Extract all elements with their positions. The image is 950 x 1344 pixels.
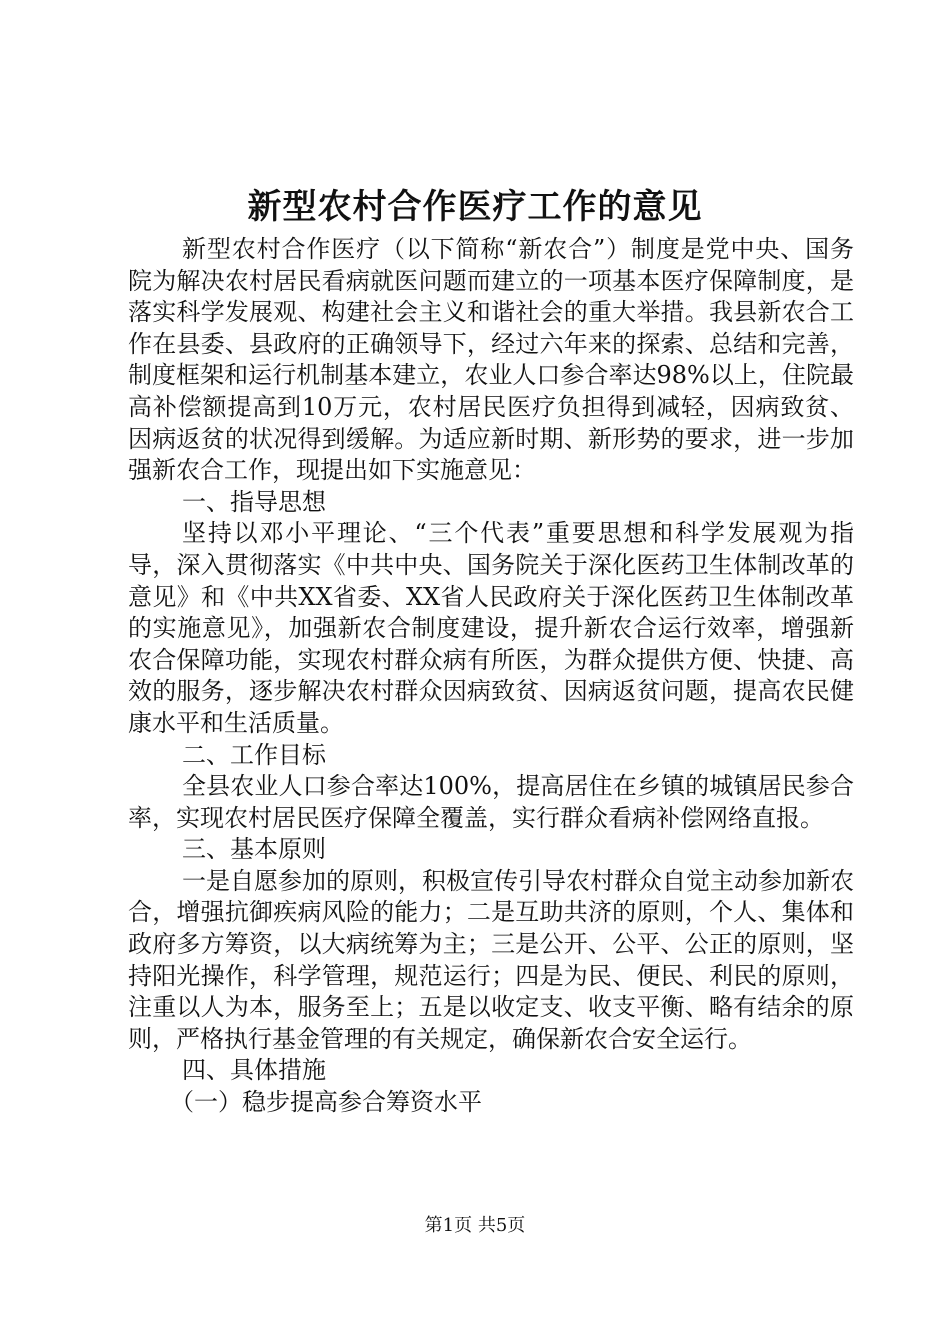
section-heading-work-goals: 二、工作目标 [182,740,326,769]
page-number-footer: 第1页 共5页 [424,1215,526,1236]
intro-paragraph: 新型农村合作医疗（以下简称“新农合”）制度是党中央、国务院为解决农村居民看病就医问题而建立的一项基本医疗保障制度，是落实科学发展观、构建社会主义和谐社会的重大举措。我县新农合工作在县委、县政府的正确领导下，经过六年来的探索、总结和完善，制度框架和运行机制基本建立，农业人口参合率达98%以上，住院最高补偿额提高到10万元，农村居民医疗负担得到减轻，因病致贫、因病返贫的状况得到缓解。为适应新时期、新形势的要求，进一步加强新农合工作，现提出如下实施意见： [128,235,854,485]
basic-principles-paragraph: 一是自愿参加的原则，积极宣传引导农村群众自觉主动参加新农合，增强抗御疾病风险的能力；二是互助共济的原则，个人、集体和政府多方筹资，以大病统筹为主；三是公开、公平、公正的原则，坚持阳光操作，科学管理，规范运行；四是为民、便民、利民的原则，注重以人为本，服务至上；五是以收定支、收支平衡、略有结余的原则，严格执行基金管理的有关规定，确保新农合安全运行。 [128,866,854,1053]
subsection-heading-funding-level: （一）稳步提高参合筹资水平 [170,1088,482,1117]
section-heading-guiding-ideology: 一、指导思想 [182,487,326,516]
document-body [128,234,854,1119]
section-heading-specific-measures: 四、具体措施 [182,1056,326,1085]
section-heading-basic-principles: 三、基本原则 [182,835,326,864]
work-goals-paragraph: 全县农业人口参合率达100%，提高居住在乡镇的城镇居民参合率，实现农村居民医疗保障全覆盖，实行群众看病补偿网络直报。 [128,772,854,832]
document-title: 新型农村合作医疗工作的意见 [247,187,703,227]
guiding-ideology-paragraph: 坚持以邓小平理论、“三个代表”重要思想和科学发展观为指导，深入贯彻落实《中共中央、国务院关于深化医药卫生体制改革的意见》和《中共XX省委、XX省人民政府关于深化医药卫生体制改革的实施意见》，加强新农合制度建设，提升新农合运行效率，增强新农合保障功能，实现农村群众病有所医，为群众提供方便、快捷、高效的服务，逐步解决农村群众因病致贫、因病返贫问题，提高农民健康水平和生活质量。 [128,519,854,737]
